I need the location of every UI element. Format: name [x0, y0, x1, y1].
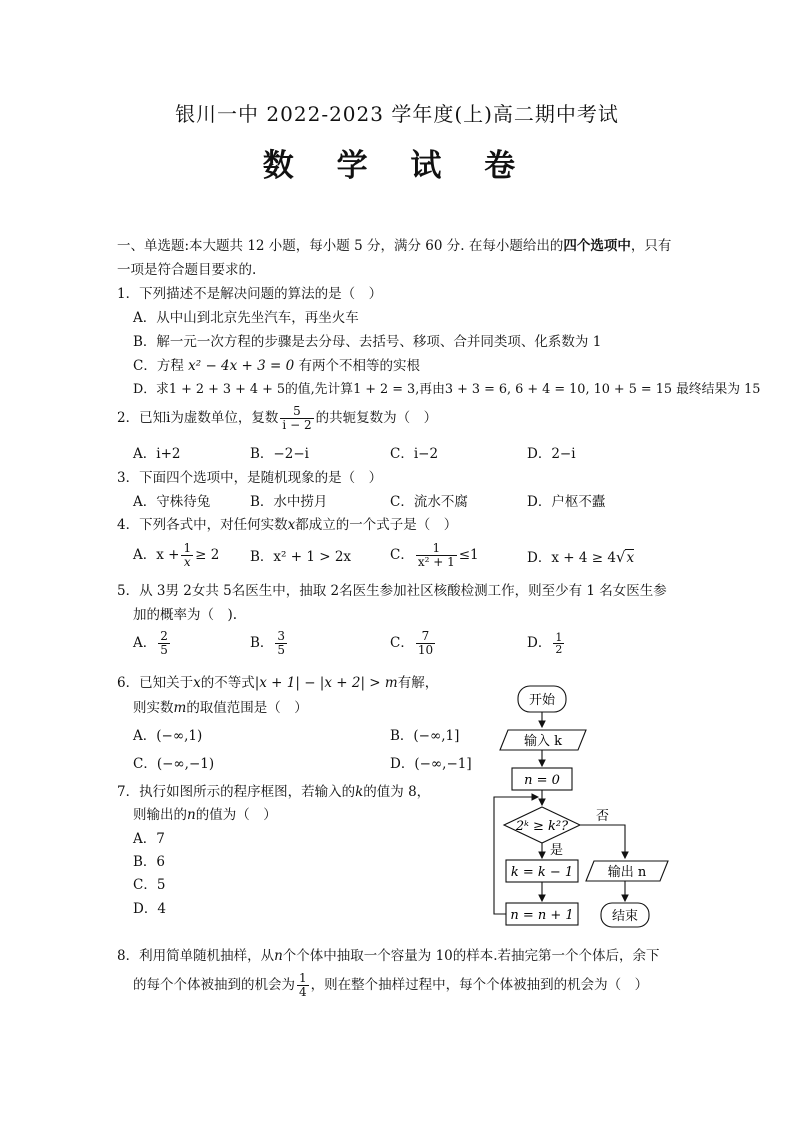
q5-b-num: 3 — [277, 629, 286, 643]
q5-d-den: 2 — [555, 643, 563, 656]
q1-d-label: D．求 — [133, 382, 169, 397]
q5-b-label: B． — [250, 635, 274, 651]
flow-loop-arrow — [494, 797, 538, 914]
q8-text3: 的每个个体被抽到的机会为 — [133, 977, 295, 993]
flow-condition-label: 2ᵏ ≥ k²? — [515, 819, 569, 834]
flow-start-label: 开始 — [528, 693, 556, 708]
q1-d-text1: 的值,先计算 — [285, 382, 354, 397]
q6-text4: 则实数 — [133, 700, 174, 716]
q1-d-expr2: 1 + 2 = 3 — [353, 382, 416, 397]
q8-text4: ，则在整个抽样过程中，每个个体被抽到的机会为（ ） — [310, 977, 649, 993]
q7-stem-line2 — [133, 806, 277, 824]
q7-option-b: B．6 — [133, 854, 166, 870]
q6-option-d: D．(−∞,−1] — [390, 756, 472, 772]
section-1-instructions-line2: 一项是符合题目要求的. — [117, 262, 257, 278]
q8-stem-line2 — [133, 972, 648, 999]
q1-option-d — [133, 381, 760, 399]
q5-c-label: C． — [390, 635, 414, 651]
q4-text: 4．下列各式中，对任何实数 — [117, 517, 288, 533]
q8-fraction — [297, 972, 309, 999]
q7-text3: 则输出的 — [133, 807, 187, 823]
section-1-tail: ，只有 — [630, 238, 672, 254]
q1-d-text3: 最终结果为 15 — [672, 382, 761, 397]
q5-d-fraction — [553, 632, 564, 655]
q1-option-a: A．从中山到北京先坐汽车，再坐火车 — [133, 310, 359, 326]
q8-text2: 个个体中抽取一个容量为 10的样本.若抽完第一个个体后，余下 — [282, 948, 660, 964]
program-flowchart — [470, 680, 710, 935]
q6-inequality: |x + 1| − |x + 2| > m — [254, 675, 398, 691]
flow-update-k-label: k = k − 1 — [510, 865, 574, 880]
q6-stem-line2 — [133, 699, 308, 717]
q5-b-den: 5 — [277, 643, 286, 657]
q1-option-b: B．解一元一次方程的步骤是去分母、去括号、移项、合并同类项、化系数为 1 — [133, 334, 602, 350]
q4-c-label: C． — [390, 547, 414, 563]
q4-stem — [117, 516, 457, 534]
subject-title: 数 学 试 卷 — [262, 148, 532, 184]
q4-option-b: B．x² + 1 > 2x — [250, 549, 352, 565]
q1-d-expr1: 1 + 2 + 3 + 4 + 5 — [168, 382, 285, 397]
q7-option-a: A．7 — [133, 831, 165, 847]
q2-option-d: D．2−i — [527, 446, 576, 462]
q4-c-den: x² + 1 — [417, 555, 455, 569]
q5-option-d — [527, 632, 566, 655]
q2-numerator: 5 — [280, 405, 313, 419]
q3-option-c: C．流水不腐 — [390, 494, 468, 510]
section-1-emphasis: 四个选项中 — [563, 238, 631, 254]
q8-var-n: n — [274, 948, 283, 964]
q7-text2: 的值为 8， — [363, 784, 431, 800]
q4-var: x — [287, 517, 296, 533]
q2-option-b: B．−2−i — [250, 446, 309, 462]
q6-stem-line1 — [117, 674, 438, 692]
q5-d-label: D． — [527, 635, 552, 651]
school-exam-title: 银川一中 2022-2023 学年度(上)高二期中考试 — [175, 102, 619, 126]
q3-stem: 3．下面四个选项中，是随机现象的是（ ） — [117, 470, 383, 486]
q4-d-radicand: x — [626, 550, 635, 566]
q4-c-fraction — [416, 542, 457, 569]
q4-c-num: 1 — [416, 542, 457, 556]
q6-var-x: x — [193, 675, 201, 691]
section-1-heading: 一、单选题:本大题共 12 小题，每小题 5 分，满分 60 分. 在每小题给出的 — [117, 238, 564, 254]
q5-a-label: A． — [133, 635, 157, 651]
q7-option-c: C．5 — [133, 877, 166, 893]
q1-c-text: 有两个不相等的实根 — [294, 358, 421, 374]
q1-option-c — [133, 357, 420, 375]
q1-c-label: C．方程 — [133, 358, 189, 374]
q2-denominator: i − 2 — [282, 418, 312, 432]
flow-input-label: 输入 k — [523, 734, 563, 749]
q7-option-d: D．4 — [133, 901, 166, 917]
q1-stem: 1．下列描述不是解决问题的算法的是（ ） — [117, 286, 383, 302]
q6-text2: 的不等式 — [200, 675, 255, 691]
q4-a-label: A．x + — [133, 547, 180, 563]
q4-a-tail: ≥ 2 — [195, 547, 220, 563]
q4-a-den: x — [183, 555, 191, 569]
q4-c-tail: ≤1 — [458, 547, 479, 563]
q6-text3: 有解， — [397, 675, 439, 691]
flow-yes-label: 是 — [550, 843, 564, 858]
q2-fraction — [280, 405, 313, 432]
q2-option-a: A．i+2 — [133, 446, 181, 462]
q7-text4: 的值为（ ） — [195, 807, 277, 823]
q5-stem-line2: 加的概率为（ ). — [133, 607, 238, 623]
q4-a-fraction — [181, 542, 193, 569]
q2-stem — [117, 405, 437, 432]
q5-a-fraction — [158, 630, 170, 657]
q3-option-b: B．水中捞月 — [250, 494, 328, 510]
q6-option-a: A．(−∞,1) — [133, 728, 203, 744]
flow-no-label: 否 — [596, 809, 610, 824]
q5-c-den: 10 — [417, 643, 434, 657]
q6-text1: 6．已知关于 — [117, 675, 194, 691]
q4-a-num: 1 — [183, 541, 192, 555]
q7-var-n: n — [187, 807, 196, 823]
q5-a-num: 2 — [160, 629, 168, 643]
q1-c-equation: x² − 4x + 3 = 0 — [188, 358, 295, 374]
q5-option-b — [250, 630, 289, 657]
flow-update-n-label: n = n + 1 — [510, 908, 574, 923]
section-1-instructions — [117, 237, 671, 255]
q4-option-c — [390, 542, 479, 569]
q6-option-b: B．(−∞,1] — [390, 728, 460, 744]
flow-output-label: 输出 n — [607, 865, 647, 880]
q1-d-expr3: 3 + 3 = 6, 6 + 4 = 10, 10 + 5 = 15 — [444, 382, 673, 397]
q5-stem-line1: 5．从 3男 2女共 5名医生中，抽取 2名医生参加社区核酸检测工作，则至少有 1 名女医生参 — [117, 583, 667, 599]
q4-option-d: D．x + 4 ≥ 4√x — [527, 548, 635, 566]
q3-option-a: A．守株待兔 — [133, 494, 211, 510]
flow-end-label: 结束 — [611, 909, 639, 924]
flow-no-branch — [580, 825, 625, 858]
q5-option-a — [133, 630, 172, 657]
q3-option-d: D．户枢不蠹 — [527, 494, 606, 510]
q2-option-c: C．i−2 — [390, 446, 439, 462]
q7-stem-line1 — [117, 783, 430, 801]
q5-a-den: 5 — [160, 643, 168, 657]
q8-numerator: 1 — [299, 971, 307, 985]
q4-d-label: D．x + 4 ≥ 4 — [527, 550, 616, 566]
q5-c-fraction — [416, 630, 435, 657]
q8-stem-line1 — [117, 947, 660, 965]
q2-text: 2．已知i为虚数单位，复数 — [117, 410, 279, 426]
q2-tail: 的共轭复数为（ ） — [315, 410, 438, 426]
flow-init-label: n = 0 — [524, 773, 560, 788]
q7-var-k: k — [355, 784, 364, 800]
q8-text1: 8．利用简单随机抽样，从 — [117, 948, 275, 964]
q8-denominator: 4 — [299, 985, 307, 999]
q6-var-m: m — [173, 700, 187, 716]
q5-option-c — [390, 630, 437, 657]
q6-option-c: C．(−∞,−1) — [133, 756, 215, 772]
q5-c-num: 7 — [416, 630, 435, 644]
q5-d-num: 1 — [555, 631, 563, 644]
q6-text5: 的取值范围是（ ） — [186, 700, 308, 716]
q7-text1: 7．执行如图所示的程序框图，若输入的 — [117, 784, 356, 800]
q4-tail: 都成立的一个式子是（ ） — [295, 517, 458, 533]
q4-option-a — [133, 542, 219, 569]
q1-d-text2: ,再由 — [415, 382, 445, 397]
q5-b-fraction — [275, 630, 287, 657]
